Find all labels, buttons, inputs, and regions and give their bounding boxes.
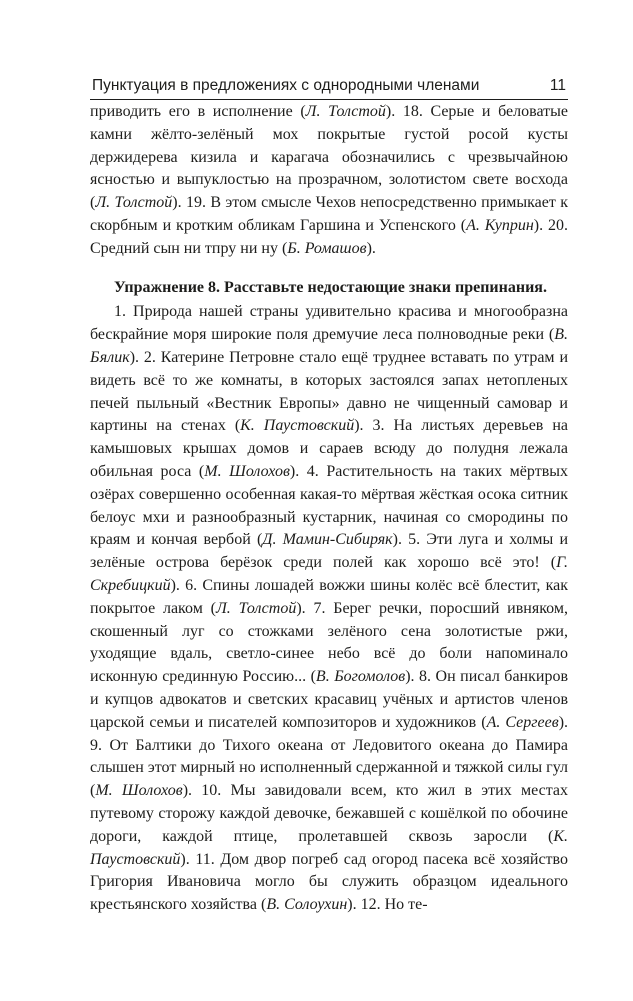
source-author: К. Паустовский <box>240 417 355 435</box>
exercise-paragraph <box>90 301 568 917</box>
text-run: ). 19. В этом смысле Чехов непосредственно примыкает к скорбным и кротким обликам Гаршина и Успенского ( <box>90 194 569 234</box>
text-run: ). 3. На листьях деревьев на камышовых крышах домов и сараев всюду до полудня лежала обильная роса ( <box>90 417 569 480</box>
source-author: Б. Ромашов <box>287 239 367 257</box>
source-author: Г. Скребицкий <box>90 554 568 594</box>
text-run: ). 6. Спины лошадей вожжи шины колёс всё блестит, как покрытое лаком ( <box>90 576 568 617</box>
exercise-heading: Упражнение 8. Расставьте недостающие знаки препинания. <box>114 278 547 296</box>
main-text <box>90 101 568 917</box>
source-author: А. Сергеев <box>486 713 559 731</box>
source-author: А. Куприн <box>466 216 534 234</box>
text-run: ). 2. Катерине Петровне стало ещё труднее вставать по утрам и видеть всё то же комнаты, в которых застоялся запах нетопленых печей пыльный «Вестник Европы» давно не чищенный самовар и картины на стенах ( <box>90 348 568 435</box>
source-author: В. Солоухин <box>266 896 348 914</box>
text-run: ). 4. Растительность на таких мёртвых озёрах совершенно особенная какая-то мёртвая жёсткая осока ситник белоус мхи и разнообразный кустарник, начиная со смородины по краям и кончая вербой ( <box>90 462 568 549</box>
text-run: ). 12. Но те- <box>347 896 428 914</box>
text-run: ). 5. Эти луга и холмы и зелёные острова берёзок среди полей как хорошо всё это! ( <box>90 531 569 572</box>
source-author: В. Богомолов <box>315 668 406 686</box>
running-header-title: Пунктуация в предложениях с однородными членами <box>92 77 480 94</box>
text-run: ). 9. От Балтики до Тихого океана от Ледовитого океана до Памира слышен этот мирный но исполненный сдержанной и тяжкой силы гул ( <box>90 713 569 800</box>
text-run: 1. Природа нашей страны удивительно красива и многообразна бескрайние моря широкие поля дремучие леса полноводные реки ( <box>90 303 568 344</box>
source-author: К. Паустовский <box>90 827 568 868</box>
text-run: ). 7. Берег речки, поросший ивняком, скошенный луг со стожками зелёного сена золотистые ржи, уходящие вдаль, светло-синее небо всё до боли напоминало исконную срединную Россию... ( <box>90 599 569 686</box>
text-run: ). 10. Мы завидовали всем, кто жил в этих местах путевому сторожу каждой девочке, бежавшей с кошёлкой по обочине дороги, каждой птице, пролетавшей сквозь заросли ( <box>90 782 568 845</box>
text-run: ). 8. Он писал банкиров и купцов адвокатов и светских красавиц учёных и артистов членов царской семьи и писателей композиторов и художников ( <box>90 668 568 731</box>
text-run: ). 20. Средний сын ни тпру ни ну ( <box>90 216 568 257</box>
source-author: М. Шолохов <box>95 782 183 800</box>
running-header <box>90 75 568 100</box>
source-author: Л. Толстой <box>95 194 173 212</box>
source-author: Д. Мамин-Сибиряк <box>262 531 393 549</box>
text-run: ). 18. Серые и беловатые камни жёлто-зелёный мох покрытые густой росой кусты держидерева кизила и карагача обозначились с чрезвычайною ясностью и выпуклостью на прозрачном, золотистом свете восхода ( <box>90 103 568 212</box>
continuation-paragraph <box>90 101 568 261</box>
source-author: М. Шолохов <box>204 462 290 480</box>
text-run: ). <box>366 239 376 257</box>
text-run: приводить его в исполнение ( <box>90 103 306 120</box>
text-run: ). 11. Дом двор погреб сад огород пасека всё хозяйство Григория Ивановича могло бы служить образцом идеального крестьянского хозяйства ( <box>90 850 568 914</box>
source-author: В. Бялик <box>90 326 568 366</box>
source-author: Л. Толстой <box>215 599 297 617</box>
source-author: Л. Толстой <box>305 103 386 120</box>
page-number: 11 <box>549 77 566 94</box>
